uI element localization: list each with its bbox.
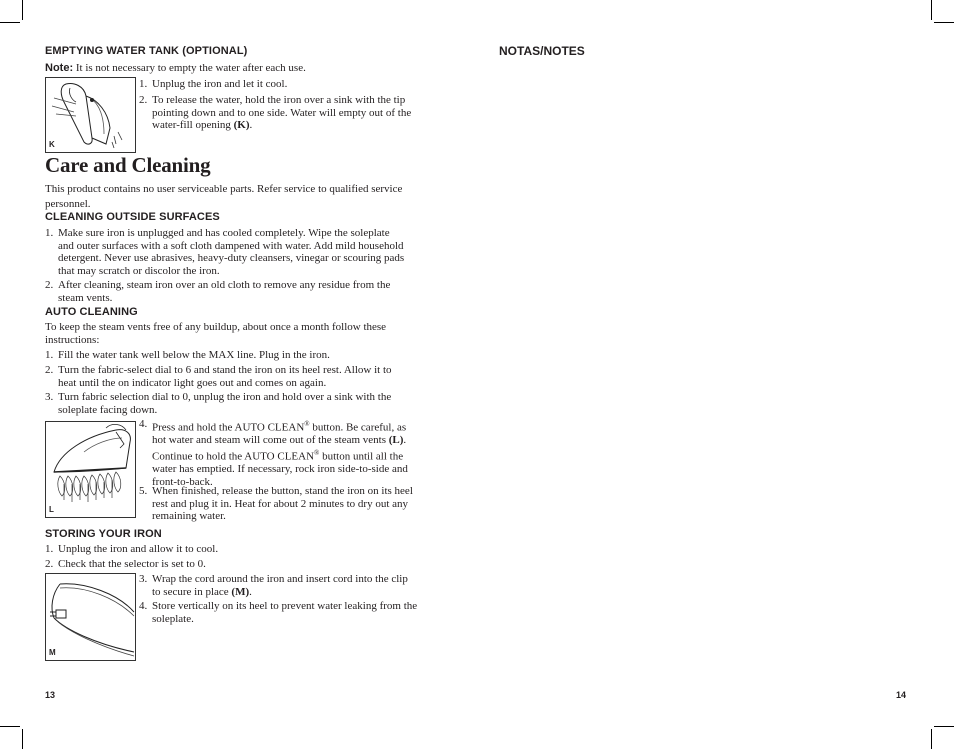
note-text: It is not necessary to empty the water after each use. [73, 62, 306, 74]
crop-mark [0, 726, 20, 727]
figure-l-label: L [49, 505, 54, 514]
auto-heading: AUTO CLEANING [45, 306, 138, 318]
crop-mark [934, 22, 954, 23]
auto-intro: To keep the steam vents free of any buildup, about once a month follow these instructions: [45, 321, 387, 346]
outside-heading: CLEANING OUTSIDE SURFACES [45, 211, 220, 223]
page-number-right: 14 [896, 690, 907, 700]
iron-cord-illustration [46, 574, 135, 660]
figure-m [45, 573, 136, 661]
iron-auto-clean-illustration [46, 422, 135, 517]
notes-heading: NOTAS/NOTES [499, 44, 585, 58]
crop-mark [22, 0, 23, 20]
figure-k-label: K [49, 140, 55, 149]
crop-mark [931, 729, 932, 749]
crop-mark [934, 726, 954, 727]
intro-paragraph: This product contains no user serviceable parts. Refer service to qualified service personnel. [45, 183, 403, 210]
left-page: EMPTYING WATER TANK (OPTIONAL) Note: It is not necessary to empty the water after each use. K 1. Unplug the iron and let it cool. 2. To release the water, hold the iron over a sink with the tip pointing down and to one side. Water will empty out of the water-fill opening (K). Care and Cleaning This product contains no user serviceable parts. Refer service to qualified service personnel. CLEANING OUTSIDE SURFACES 1. Make sure iron is unplugged and has cooled completely. Wipe the soleplate and outer surfaces with a soft cloth dampened with water. Add mild household detergent. Never use abrasives, heavy-duty cleansers, vinegar or scouring pads that may scratch or discolor the iron. 2. After cleaning, steam iron over an old cloth to remove any residue from the steam vents. AUTO CLEANING To keep the steam vents free of any buildup, about once a month follow these instructions: 1. Fill the water tank well below the MAX line. Plug in the iron. 2. Turn the fabric-select dial to 6 and stand the iron on its heel rest. Allow it to heat until the on indicator light goes out and comes on again. 3. Turn fabric selection dial to 0, unplug the iron and hold over a sink with the soleplate facing down. L 4. Press and hold the AUTO CLEAN® button. Be careful, as hot water and steam will come out of the steam vents (L). Continue to hold the AUTO CLEAN® button until all the water has emptied. If necessary, rock iron side-to-side and front-to-back. 5. When finished, release the button, stand the iron on its heel rest and plug it in. Heat for about 2 minutes to dry out any remaining water. STORING YOUR IRON 1. Unplug the iron and allow it to cool. 2. Check that the selector is set to 0. M 3. Wrap the cord around the iron and insert cord into the clip to secure in place (M). 4. Store vertically on its heel to prevent water leaking from the soleplate. 13 [45, 45, 418, 700]
right-page [499, 0, 909, 749]
section-title: Care and Cleaning [45, 153, 211, 177]
figure-k [45, 77, 136, 153]
crop-mark [931, 0, 932, 20]
storing-heading: STORING YOUR IRON [45, 528, 162, 540]
figure-m-label: M [49, 648, 56, 657]
iron-emptying-illustration [46, 78, 135, 152]
note-label: Note: [45, 62, 74, 74]
page-number-left: 13 [45, 690, 56, 700]
emptying-heading: EMPTYING WATER TANK (OPTIONAL) [45, 45, 248, 57]
figure-l [45, 421, 136, 518]
note-line [45, 62, 306, 75]
crop-mark [22, 729, 23, 749]
crop-mark [0, 22, 20, 23]
